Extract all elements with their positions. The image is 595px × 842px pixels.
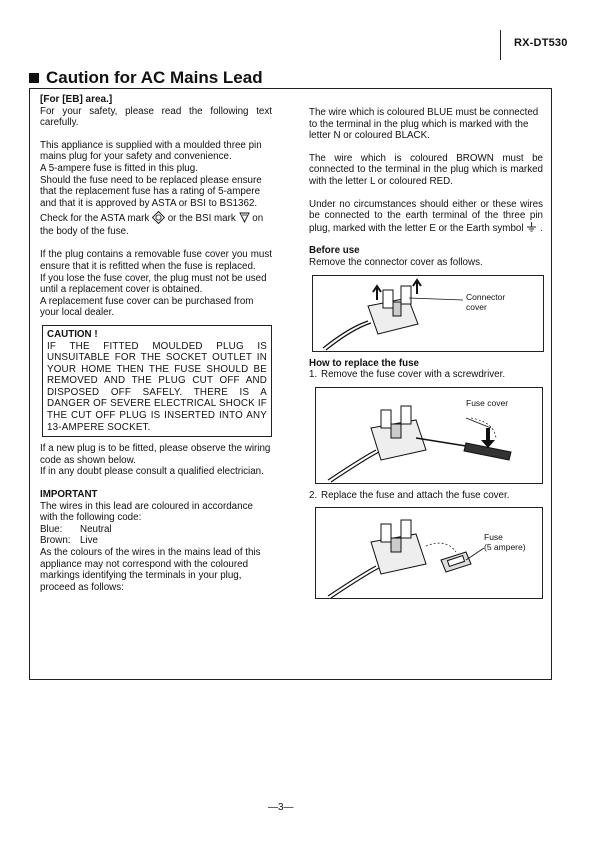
header-rule — [500, 30, 501, 60]
section-title — [29, 68, 263, 88]
step — [309, 369, 543, 381]
page-number: —3— — [268, 802, 294, 813]
figure-label-line: Fuse — [484, 532, 503, 543]
wire-code-row — [40, 535, 272, 547]
section-title-text: Caution for AC Mains Lead — [46, 68, 263, 87]
wire-color: Blue: — [40, 523, 63, 535]
paragraph: If a new plug is to be fitted, please observe the wiring code as shown below. — [40, 443, 271, 466]
area-heading: [For [EB] area.] — [40, 94, 113, 105]
paragraph: The wire which is coloured BROWN must be connected to the terminal in the plug which is marked with the letter L or coloured RED. — [309, 152, 543, 187]
fuse-replace-figure — [315, 507, 543, 599]
screwdriver-fuse-cover-illustration — [316, 388, 542, 483]
paragraph: The wires in this lead are coloured in accordance with the following code: — [40, 500, 253, 524]
caution-title: CAUTION ! — [47, 328, 98, 340]
text-span: Under no circumstances should either or these wires be connected to the earth terminal of the three pin plug, marked with the letter E or the Earth symbol — [309, 198, 543, 234]
text-span: Check for the ASTA mark — [40, 213, 150, 225]
paragraph: The wire which is coloured BLUE must be connected to the terminal in the plug which is marked with the letter N or coloured BLACK. — [309, 107, 539, 142]
asta-mark-icon — [152, 211, 165, 224]
fuse-replacement-illustration — [316, 508, 542, 598]
text-span: on the body of the fuse. — [40, 213, 264, 238]
fuse-cover-figure — [315, 387, 543, 484]
left-column — [40, 94, 272, 593]
figure-label-line: (5 ampere) — [484, 542, 526, 553]
bsi-kitemark-icon — [239, 211, 250, 223]
wire-meaning: Neutral — [80, 523, 112, 535]
paragraph: A 5-ampere fuse is fitted in this plug. — [40, 162, 198, 174]
bullet-square-icon — [29, 73, 39, 83]
figure-label — [466, 292, 505, 312]
paragraph: If the plug contains a removable fuse cover you must ensure that it is refitted when the fuse is replaced. — [40, 249, 272, 272]
wire-code-row — [40, 524, 272, 536]
paragraph: For your safety, please read the following text carefully. — [40, 105, 272, 129]
paragraph: A replacement fuse cover can be purchased from your local dealer. — [40, 295, 254, 319]
step-number: 2. — [309, 489, 318, 501]
caution-box — [42, 325, 272, 437]
before-use-heading: Before use — [309, 245, 360, 257]
paragraph: Under no circumstances should either or these wires be connected to the earth terminal of the three pin plug, marked with the letter E or the Earth symbol . — [309, 198, 543, 234]
step-text: Replace the fuse and attach the fuse cover. — [321, 489, 510, 501]
paragraph: Should the fuse need to be replaced please ensure that the replacement fuse has a rating of 5-ampere and that it is approved by ASTA or BSI to BS1362. — [40, 174, 262, 209]
figure-label-line: cover — [466, 301, 487, 312]
paragraph: Remove the connector cover as follows. — [309, 256, 483, 268]
right-column — [309, 107, 543, 605]
wire-color: Brown: — [40, 535, 71, 547]
paragraph: If you lose the fuse cover, the plug must not be used until a replacement cover is obtained. — [40, 272, 267, 296]
important-heading: IMPORTANT — [40, 489, 98, 501]
figure-label — [484, 532, 526, 552]
paragraph: As the colours of the wires in the mains lead of this appliance may not correspond with the coloured markings identifying the terminals in your plug, proceed as follows: — [40, 547, 261, 593]
plug-connector-cover-illustration — [313, 276, 543, 351]
step-number: 1. — [309, 369, 318, 381]
paragraph — [40, 211, 272, 238]
connector-cover-figure — [312, 275, 544, 352]
figure-label-line: Connector — [466, 291, 506, 302]
caution-text: IF THE FITTED MOULDED PLUG IS UNSUITABLE FOR THE SOCKET OUTLET IN YOUR HOME THEN THE FUSE SHOULD BE REMOVED AND THE PLUG CUT OFF AND DISPOSED OFF SAFELY. THERE IS A DANGER OF SEVERE ELECTRICAL SHOCK IF THE CUT OFF PLUG IS INSERTED INTO ANY 13-AMPERE SOCKET. — [47, 340, 267, 433]
text-span: or the BSI mark — [167, 213, 236, 225]
step — [309, 490, 543, 502]
how-to-heading: How to replace the fuse — [309, 357, 419, 369]
paragraph: If in any doubt please consult a qualified electrician. — [40, 466, 264, 478]
step-text: Remove the fuse cover with a screwdriver. — [321, 369, 506, 381]
model-number: RX-DT530 — [514, 37, 568, 49]
paragraph: This appliance is supplied with a moulded three pin mains plug for your safety and convenience. — [40, 139, 262, 163]
earth-symbol-icon — [526, 222, 537, 232]
figure-label: Fuse cover — [466, 397, 509, 408]
wire-meaning: Live — [80, 535, 98, 547]
